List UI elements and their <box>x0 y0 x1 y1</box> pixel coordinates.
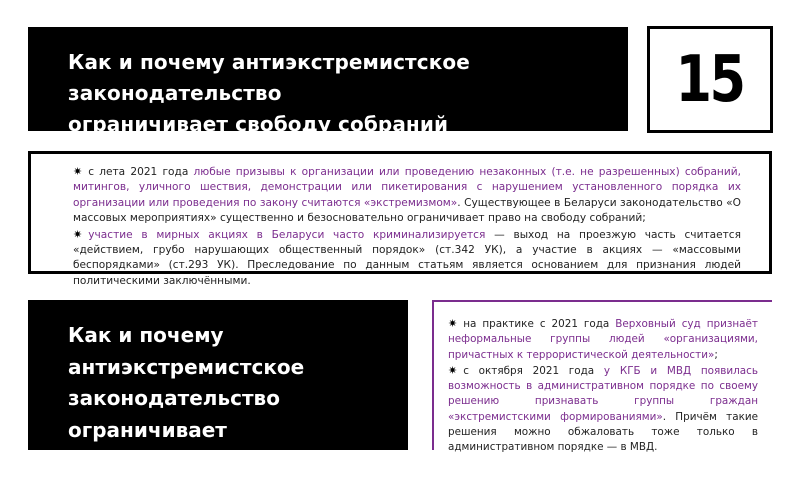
bullet-text: — выход на проезжую часть считается «действием, грубо нарушающих общественный порядок» (ст.342 УК), а участие в акциях — «массовыми беспорядками» (ст.293 УК). Преследование по данным статьям является основанием для признания людей политическими заключёнными. <box>73 228 742 287</box>
bullet-paragraph <box>448 316 758 363</box>
associations-info-box <box>432 300 772 454</box>
bullet-highlight: участие в мирных акциях в Беларуси часто криминализируется <box>88 228 486 241</box>
bullet-highlight: любые призывы к организации или проведению незаконных (т.е. не разрешенных) собраний, митингов, уличного шествия, демонстрации или пикетирования с нарушением установленного порядка их организации или проведения по закону считаются «экстремизмом» <box>73 166 741 209</box>
bullet-text: . Существующее в Беларуси законодательство «О массовых мероприятиях» существенно и безосновательно ограничивает право на свободу собраний; <box>73 196 741 225</box>
bullet-text: с октября 2021 года <box>463 364 604 377</box>
page-number-box <box>647 26 773 133</box>
bullet-text: . Причём такие решения можно обжаловать тоже только в административном порядке — в МВД. <box>448 410 758 454</box>
asterisk-icon: ✷ <box>73 165 83 178</box>
asterisk-icon: ✷ <box>73 227 83 241</box>
asterisk-icon: ✷ <box>448 363 458 377</box>
header-title-line: свободу ассоциаций <box>68 449 307 473</box>
bullet-text: на практике с 2021 года <box>463 318 616 330</box>
section-header-assemblies <box>28 27 628 136</box>
bullet-highlight: Верховный суд признаёт неформальные группы людей «организациями, причастных к террористической деятельности» <box>448 318 758 361</box>
bullet-highlight: у КГБ и МВД появилась возможность в административном порядке по своему решению признавать группы граждан «экстремистскими формированиями» <box>448 364 758 423</box>
bullet-paragraph <box>448 363 758 456</box>
bullet-text: ; <box>714 348 718 361</box>
header-title-line: Как и почему антиэкстремистское <box>68 323 305 379</box>
bullet-paragraph <box>73 164 741 227</box>
bullet-text: с лета 2021 года <box>88 166 194 178</box>
header-title-line: законодательство ограничивает <box>68 386 280 442</box>
bullet-paragraph <box>73 227 741 290</box>
assemblies-info-box <box>28 151 772 287</box>
section-header-associations <box>28 300 408 473</box>
header-title-line: Как и почему антиэкстремистское законодательство <box>68 50 470 105</box>
page-number: 15 <box>675 42 745 117</box>
asterisk-icon: ✷ <box>448 317 458 330</box>
header-title-line: ограничивает свободу собраний <box>68 112 449 136</box>
